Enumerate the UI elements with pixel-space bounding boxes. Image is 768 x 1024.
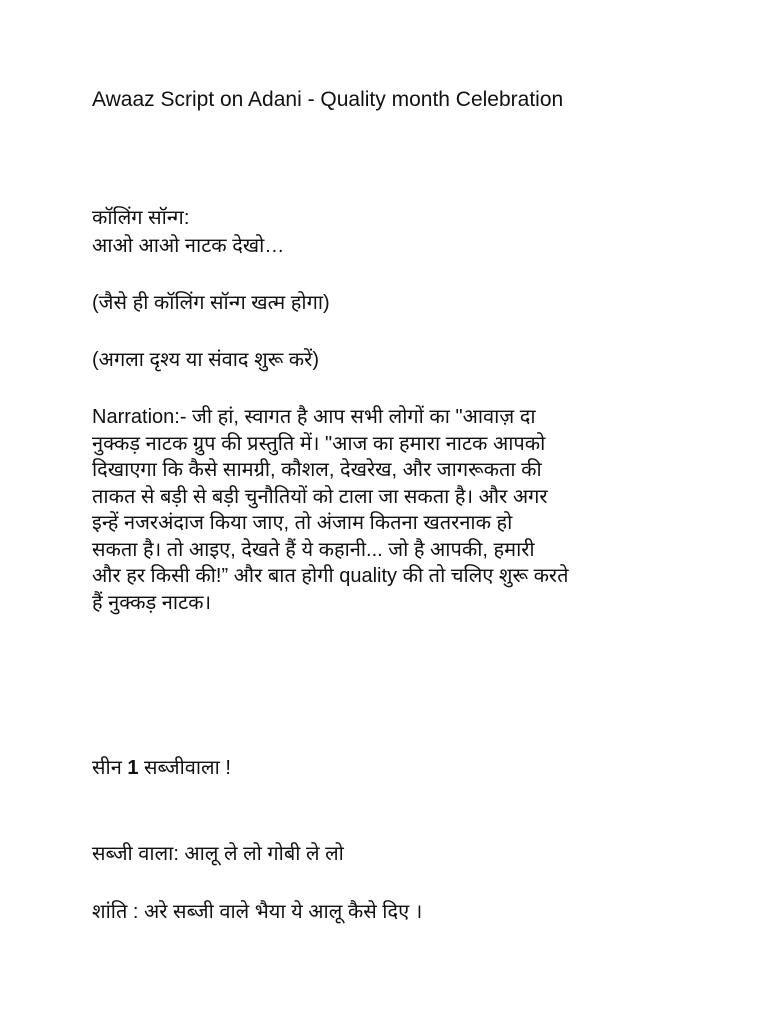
narration-line: हैं नुक्कड़ नाटक। <box>92 591 212 614</box>
scene-heading <box>92 754 231 782</box>
scene-prefix: सीन <box>92 757 128 779</box>
dialog-line-2: शांति : अरे सब्जी वाले भैया ये आलू कैसे दिए । <box>92 901 423 923</box>
narration-line: सकता है। तो आइए, देखते हैं ये कहानी... जो है आपकी, हमारी <box>92 538 535 561</box>
narration-line: दिखाएगा कि कैसे सामग्री, कौशल, देखरेख, और जागरूकता की <box>92 459 542 481</box>
calling-song-label: कॉलिंग सॉन्ग: <box>92 207 190 229</box>
stage-direction-2: (अगला दृश्य या संवाद शुरू करें) <box>92 349 320 371</box>
scene-number: 1 <box>127 757 139 779</box>
narration-line: इन्हें नजरअंदाज किया जाए, तो अंजाम कितना खतरनाक हो <box>92 512 513 534</box>
stage-direction-1: (जैसे ही कॉलिंग सॉन्ग खत्म होगा) <box>92 292 330 314</box>
narration-paragraph <box>92 404 682 616</box>
calling-song-line: आओ आओ नाटक देखो… <box>92 235 285 257</box>
scene-title: सब्जीवाला ! <box>138 757 231 779</box>
dialog-line-1: सब्जी वाला: आलू ले लो गोबी ले लो <box>92 843 344 865</box>
narration-line: Narration:- जी हां, स्वागत है आप सभी लोगों का "आवाज़ दा <box>92 406 536 428</box>
narration-line: और हर किसी की!” और बात होगी quality की तो चलिए शुरू करते <box>92 565 569 587</box>
narration-line: नुक्कड़ नाटक ग्रुप की प्रस्तुति में। "आज का हमारा नाटक आपको <box>92 432 546 455</box>
document-title: Awaaz Script on Adani - Quality month Celebration <box>92 88 564 111</box>
narration-line: ताकत से बड़ी से बड़ी चुनौतियों को टाला जा सकता है। और अगर <box>92 485 548 508</box>
